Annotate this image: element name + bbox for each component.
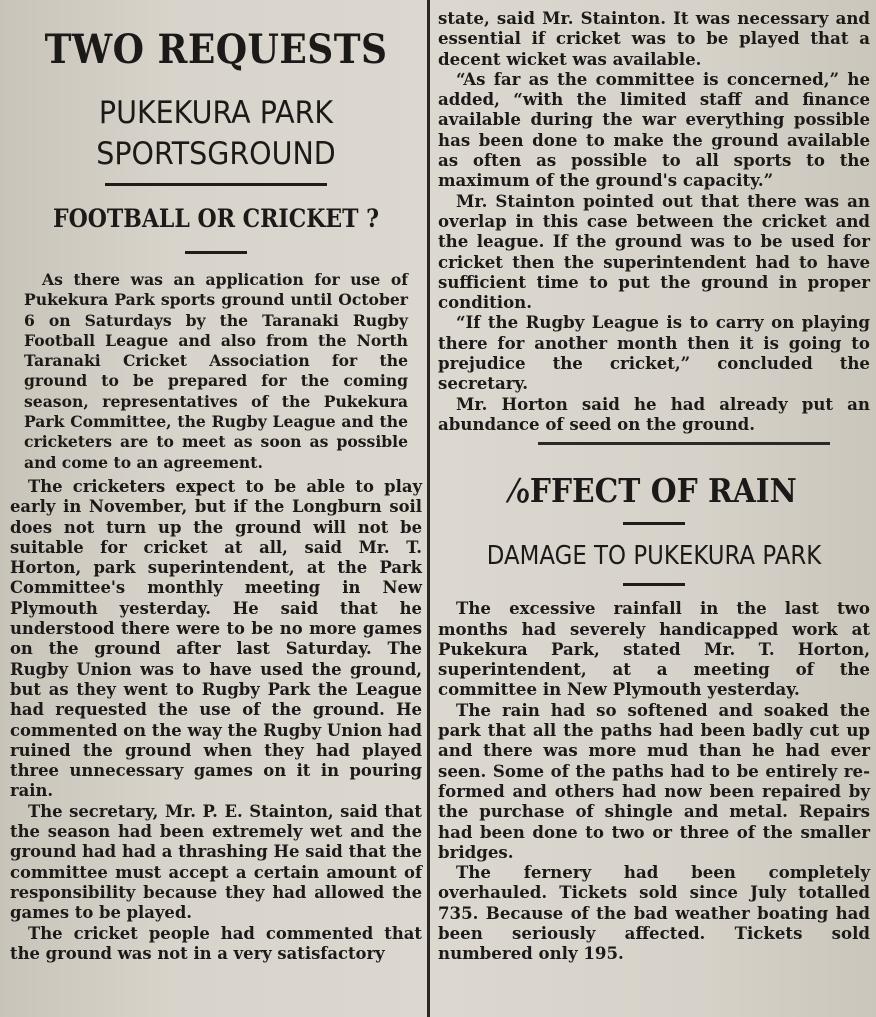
body-paragraph-3: The cricket people had commented that the ground was not in a very satisfactory bbox=[10, 923, 422, 963]
headline-effect-of-rain: ⁄ℴFFECT OF RAIN bbox=[511, 471, 797, 511]
body-paragraph-5: “As far as the committee is concerned,” he added, “with the limited staff and finance available during the war everything possible has been done to make the ground available as often as possible to all sports to the maximum of the ground's capacity.” bbox=[438, 68, 870, 191]
divider-short-3 bbox=[623, 583, 685, 586]
headline-two-requests: TWO REQUESTS bbox=[44, 26, 388, 73]
subhead-sportsground: PUKEKURA PARK SPORTSGROUND bbox=[96, 95, 336, 172]
right-column bbox=[438, 8, 870, 964]
divider-short bbox=[185, 251, 247, 254]
body-paragraph-4: state, said Mr. Stainton. It was necessary and essential if cricket was to be played that a decent wicket was available. bbox=[438, 8, 870, 69]
rain-paragraph-1: The excessive rainfall in the last two months had severely handicapped work at Pukekura Park, stated Mr. T. Horton, superintendent, at a meeting of the committee in New Plymouth yesterday. bbox=[438, 598, 870, 700]
rain-paragraph-3: The fernery had been completely overhauled. Tickets sold since July totalled 735. Because of the bad weather boating had been seriously affected. Tickets sold numbered only 195. bbox=[438, 862, 870, 964]
body-paragraph-1: The cricketers expect to be able to play early in November, but if the Longburn soil does not turn up the ground will not be suitable for cricket at all, said Mr. T. Horton, park superintendent, at the Park Committee's monthly meeting in New Plymouth yesterday. He said that he understood there were to be no more games on the ground after last Saturday. The Rugby Union was to have used the ground, but as they went to Rugby Park the League had requested the use of the ground. He commented on the way the Rugby Union had ruined the ground when they had played three unnecessary games on it in pouring rain. bbox=[10, 476, 422, 801]
left-column bbox=[10, 8, 422, 964]
divider-rule bbox=[105, 183, 327, 186]
article-separator bbox=[538, 442, 830, 445]
column-rule bbox=[427, 0, 430, 1017]
body-paragraph-6: Mr. Stainton pointed out that there was an overlap in this case between the cricket and the league. If the ground was to be used for cricket then the superintendent had to have sufficient time to put the ground in proper condition. bbox=[438, 190, 870, 313]
rain-paragraph-2: The rain had so softened and soaked the park that all the paths had been badly cut up and there was more mud than he had ever seen. Some of the paths had to be entirely re-formed and others had now been repaired by the purchase of shingle and metal. Repairs had been done to two or three of the smaller bridges. bbox=[438, 699, 870, 862]
body-paragraph-8: Mr. Horton said he had already put an abundance of seed on the ground. bbox=[438, 393, 870, 434]
subhead-football-or-cricket: FOOTBALL OR CRICKET ? bbox=[52, 204, 380, 233]
divider-short-2 bbox=[623, 522, 685, 525]
body-paragraph-7: “If the Rugby League is to carry on playing there for another month then it is going to prejudice the cricket,” concluded the secretary. bbox=[438, 312, 870, 394]
subhead-damage: DAMAGE TO PUKEKURA PARK bbox=[486, 541, 822, 572]
lead-paragraph: As there was an application for use of Pukekura Park sports ground until October 6 on Saturdays by the Taranaki Rugby Football League and also from the North Taranaki Cricket Association for the ground to be prepared for the coming season, representatives of the Pukekura Park Committee, the Rugby League and the cricketers are to meet as soon as possible and come to an agreement. bbox=[24, 270, 408, 472]
body-paragraph-2: The secretary, Mr. P. E. Stainton, said that the season had been extremely wet and the ground had had a thrashing He said that the committee must accept a certain amount of responsibility because they had allowed the games to be played. bbox=[10, 801, 422, 923]
